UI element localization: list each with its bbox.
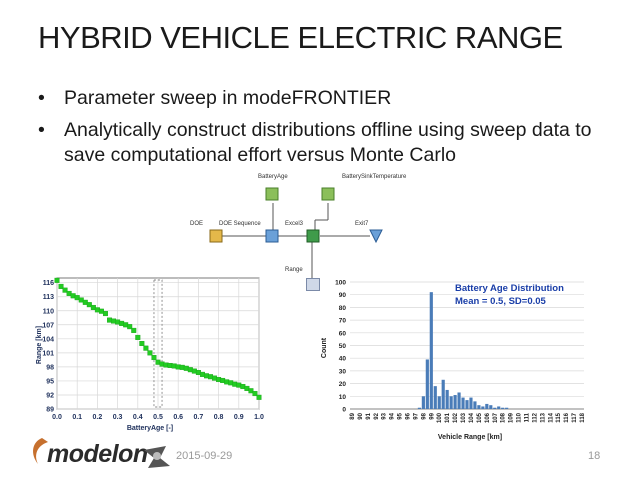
histogram-x-tick-label: 115 bbox=[556, 413, 563, 423]
scatter-point bbox=[257, 395, 262, 400]
histogram-legend-line-1: Battery Age Distribution bbox=[455, 283, 564, 294]
scatter-x-tick-label: 0.2 bbox=[92, 414, 103, 421]
histogram-bar bbox=[481, 406, 484, 409]
histogram-bar bbox=[493, 408, 496, 409]
histogram-bar bbox=[457, 392, 460, 409]
histogram-y-tick-label: 20 bbox=[338, 381, 346, 389]
scatter-y-tick-label: 89 bbox=[46, 406, 54, 414]
histogram-bar bbox=[454, 395, 457, 409]
histogram-x-tick-label: 107 bbox=[492, 413, 499, 424]
workflow-node-range bbox=[285, 267, 303, 273]
battery-sink-temperature-label: BatterySinkTemperature bbox=[342, 174, 407, 180]
scatter-x-tick-label: 0.7 bbox=[193, 414, 204, 421]
scatter-y-tick-label: 95 bbox=[46, 378, 54, 386]
histogram-x-tick-label: 103 bbox=[461, 413, 468, 424]
scatter-point bbox=[103, 311, 108, 316]
excel-node-icon bbox=[307, 230, 319, 242]
histogram-x-tick-label: 99 bbox=[429, 413, 436, 420]
battery-age-node-icon bbox=[266, 188, 278, 200]
histogram-bar bbox=[501, 408, 504, 409]
histogram-x-tick-label: 89 bbox=[349, 413, 356, 420]
histogram-x-tick-label: 113 bbox=[540, 413, 547, 423]
scatter-x-tick-label: 0.1 bbox=[72, 414, 83, 421]
range-label: Range bbox=[285, 267, 303, 273]
histogram-bar bbox=[477, 405, 480, 409]
scatter-x-axis-label: BatteryAge [-] bbox=[126, 425, 174, 432]
histogram-x-ticks bbox=[350, 412, 586, 423]
scatter-y-tick-label: 101 bbox=[42, 350, 54, 358]
histogram-x-tick-label: 110 bbox=[516, 413, 523, 423]
histogram-x-tick-label: 108 bbox=[500, 413, 507, 424]
histogram-bar bbox=[489, 405, 492, 409]
scatter-x-tick-label: 0.6 bbox=[173, 414, 184, 421]
histogram-x-tick-label: 98 bbox=[421, 413, 428, 420]
exit-label: Exit7 bbox=[355, 221, 369, 227]
scatter-point bbox=[148, 351, 153, 356]
histogram-y-tick-label: 80 bbox=[338, 304, 346, 312]
histogram-x-tick-label: 106 bbox=[484, 413, 491, 424]
scatter-x-ticks bbox=[52, 414, 264, 421]
scatter-x-tick-label: 0.8 bbox=[213, 414, 224, 421]
histogram-x-tick-label: 94 bbox=[389, 413, 396, 420]
modelon-logo-text: modelon bbox=[47, 440, 148, 468]
histogram-x-tick-label: 114 bbox=[548, 413, 555, 423]
page-number: 18 bbox=[588, 450, 601, 462]
histogram-bar bbox=[430, 292, 433, 409]
battery-age-label: BatteryAge bbox=[258, 174, 288, 180]
histogram-y-ticks bbox=[335, 280, 346, 414]
histogram-bar bbox=[473, 401, 476, 409]
histogram-x-tick-label: 91 bbox=[365, 413, 372, 420]
histogram-bar bbox=[497, 406, 500, 409]
histogram-bars bbox=[418, 292, 508, 409]
histogram-x-tick-label: 101 bbox=[445, 413, 452, 424]
histogram-x-tick-label: 109 bbox=[508, 413, 515, 424]
histogram-x-tick-label: 118 bbox=[580, 413, 587, 423]
histogram-bar bbox=[469, 398, 472, 409]
histogram-x-tick-label: 102 bbox=[453, 413, 460, 424]
scatter-point bbox=[136, 335, 141, 340]
scatter-x-tick-label: 0.4 bbox=[132, 414, 143, 421]
scatter-y-tick-label: 92 bbox=[46, 392, 54, 400]
histogram-bar bbox=[434, 386, 437, 409]
scatter-point bbox=[140, 341, 145, 346]
histogram-x-tick-label: 100 bbox=[437, 413, 444, 424]
histogram-x-tick-label: 95 bbox=[397, 413, 404, 420]
doe-label: DOE bbox=[190, 221, 204, 227]
workflow-node-doe bbox=[190, 221, 222, 242]
bullet-item: • Parameter sweep in modeFRONTIER bbox=[38, 86, 628, 111]
histogram-y-tick-label: 50 bbox=[338, 343, 346, 350]
range-node-icon bbox=[306, 278, 320, 291]
range-vs-battery-age-chart bbox=[32, 273, 272, 433]
footer-date: 2015-09-29 bbox=[176, 450, 233, 462]
scatter-y-tick-label: 110 bbox=[42, 308, 54, 316]
histogram-y-tick-label: 60 bbox=[338, 330, 346, 338]
bullet-item: • Analytically construct distributions offline using sweep data to save computational effort versus Monte Carlo bbox=[38, 118, 628, 168]
histogram-x-tick-label: 90 bbox=[357, 413, 364, 420]
vehicle-range-histogram bbox=[320, 276, 592, 444]
histogram-bar bbox=[446, 390, 449, 409]
slide-title: HYBRID VEHICLE ELECTRIC RANGE bbox=[38, 20, 563, 55]
histogram-x-tick-label: 97 bbox=[413, 413, 420, 420]
workflow-node-exit bbox=[355, 221, 382, 242]
scatter-y-tick-label: 104 bbox=[42, 336, 54, 344]
histogram-bar bbox=[418, 408, 421, 409]
excel-label: Excel3 bbox=[285, 221, 304, 227]
histogram-bar bbox=[438, 396, 441, 409]
histogram-y-tick-label: 0 bbox=[342, 406, 346, 414]
histogram-bar bbox=[426, 359, 429, 409]
scatter-point bbox=[144, 346, 149, 351]
histogram-y-tick-label: 100 bbox=[335, 279, 346, 287]
scatter-x-tick-label: 0.0 bbox=[52, 414, 62, 421]
bullet-list bbox=[38, 86, 628, 175]
histogram-y-tick-label: 30 bbox=[338, 368, 346, 376]
scatter-y-tick-label: 116 bbox=[42, 280, 54, 288]
histogram-x-tick-label: 96 bbox=[405, 413, 412, 420]
scatter-point bbox=[55, 278, 60, 283]
exit-node-icon bbox=[370, 230, 382, 242]
histogram-x-tick-label: 116 bbox=[564, 413, 571, 423]
histogram-bar bbox=[485, 404, 488, 409]
scatter-x-tick-label: 0.3 bbox=[112, 414, 123, 421]
histogram-x-tick-label: 104 bbox=[468, 413, 475, 424]
histogram-x-tick-label: 93 bbox=[381, 413, 388, 420]
scatter-y-tick-label: 107 bbox=[42, 322, 54, 330]
histogram-y-tick-label: 90 bbox=[338, 292, 346, 300]
histogram-y-axis-label: Count bbox=[321, 337, 328, 359]
workflow-node-doe-sequence bbox=[219, 221, 278, 242]
histogram-bar bbox=[422, 396, 425, 409]
battery-sink-temperature-node-icon bbox=[322, 188, 334, 200]
workflow-node-battery-sink-temperature bbox=[322, 174, 407, 200]
histogram-x-axis-label: Vehicle Range [km] bbox=[437, 434, 503, 441]
scatter-x-tick-label: 0.9 bbox=[233, 414, 244, 421]
scatter-y-tick-label: 98 bbox=[46, 364, 54, 372]
histogram-x-tick-label: 111 bbox=[524, 413, 531, 423]
workflow-node-battery-age bbox=[258, 174, 288, 200]
scatter-point bbox=[152, 355, 157, 360]
histogram-bar bbox=[442, 380, 445, 409]
scatter-x-tick-label: 1.0 bbox=[254, 414, 264, 421]
histogram-bar bbox=[450, 396, 453, 409]
scatter-point bbox=[131, 328, 136, 333]
histogram-legend-line-2: Mean = 0.5, SD=0.05 bbox=[455, 296, 546, 307]
partner-logo-icon bbox=[140, 440, 174, 472]
histogram-y-tick-label: 70 bbox=[338, 317, 346, 325]
histogram-y-tick-label: 10 bbox=[338, 393, 346, 401]
histogram-x-tick-label: 117 bbox=[572, 413, 579, 423]
histogram-bar bbox=[465, 400, 468, 409]
histogram-bar bbox=[461, 398, 464, 409]
doe-sequence-label: DOE Sequence bbox=[219, 221, 261, 227]
doe-sequence-node-icon bbox=[266, 230, 278, 242]
histogram-x-tick-label: 105 bbox=[476, 413, 483, 424]
scatter-y-tick-label: 113 bbox=[42, 294, 54, 302]
workflow-diagram bbox=[180, 168, 410, 278]
histogram-bar bbox=[505, 408, 508, 409]
workflow-node-excel bbox=[285, 221, 319, 242]
scatter-x-tick-label: 0.5 bbox=[153, 414, 163, 421]
doe-node-icon bbox=[210, 230, 222, 242]
scatter-y-ticks bbox=[42, 280, 54, 413]
histogram-y-tick-label: 40 bbox=[338, 355, 346, 363]
histogram-x-tick-label: 112 bbox=[532, 413, 539, 423]
histogram-x-tick-label: 92 bbox=[373, 413, 380, 420]
scatter-y-axis-label: Range [km] bbox=[36, 325, 43, 365]
